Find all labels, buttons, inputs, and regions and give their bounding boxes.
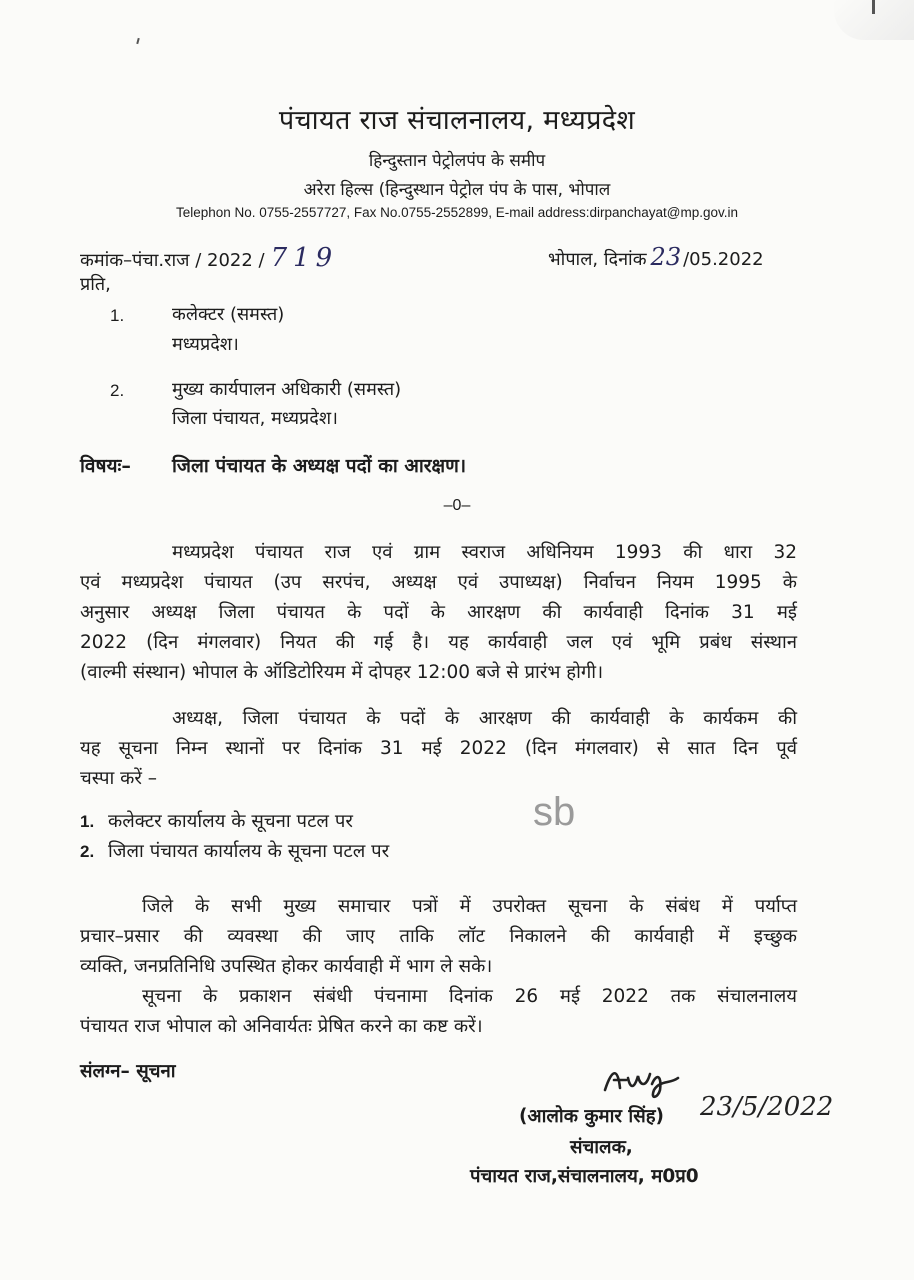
reference-number	[80, 243, 338, 273]
list-item	[80, 838, 389, 863]
letterhead-address-line2: अरेरा हिल्स (हिन्दुस्थान पेट्रोल पंप के पास, भोपाल	[303, 180, 611, 200]
addressee-number: 2.	[110, 381, 125, 400]
list-item-text: कलेक्टर कार्यालय के सूचना पटल पर	[108, 811, 353, 832]
body-paragraph-1	[80, 538, 797, 688]
watermark: sb	[533, 790, 576, 834]
list-item-number: 2.	[80, 842, 95, 861]
addressee-line: जिला पंचायत, मध्यप्रदेश।	[172, 408, 338, 429]
paragraph-line: अध्यक्ष, जिला पंचायत के पदों के आरक्षण की कार्यवाही के कार्यकम की	[172, 708, 797, 729]
letter-date	[548, 243, 764, 271]
date-suffix: /05.2022	[683, 249, 764, 270]
reference-handwritten-number: 719	[270, 243, 339, 273]
subject-text: जिला पंचायत के अध्यक्ष पदों का आरक्षण।	[172, 455, 467, 477]
paragraph-line: मध्यप्रदेश पंचायत राज एवं ग्राम स्वराज अधिनियम 1993 की धारा 32	[172, 542, 797, 563]
paragraph-line: व्यक्ति, जनप्रतिनिधि उपस्थित होकर कार्यवाही में भाग ले सके।	[80, 956, 493, 977]
paragraph-line: (वाल्मी संस्थान) भोपाल के ऑडिटोरियम में दोपहर 12:00 बजे से प्रारंभ होगी।	[80, 662, 604, 683]
body-paragraph-3	[80, 892, 797, 982]
addressee-line: मुख्य कार्यपालन अधिकारी (समस्त)	[172, 379, 402, 400]
reference-prefix: कमांक–पंचा.राज / 2022 /	[80, 250, 265, 271]
list-item-text: जिला पंचायत कार्यालय के सूचना पटल पर	[108, 841, 390, 862]
paragraph-line: सूचना के प्रकाशन संबंधी पंचनामा दिनांक 26 मई 2022 तक संचालनालय	[142, 986, 797, 1007]
paragraph-line: प्रचार–प्रसार की व्यवस्था की जाए ताकि लॉट निकालने की कार्यवाही में इच्छुक	[80, 926, 797, 947]
date-prefix: भोपाल, दिनांक	[548, 249, 647, 270]
signature-scribble	[600, 1060, 710, 1105]
paragraph-line: अनुसार अध्यक्ष जिला पंचायत के पदों के आरक्षण की कार्यवाही दिनांक 31 मई	[80, 602, 797, 623]
subject-label: विषयः–	[80, 455, 131, 477]
subject-line	[80, 452, 466, 478]
paragraph-line: जिले के सभी मुख्य समाचार पत्रों में उपरोक्त सूचना के संबंध में पर्याप्त	[142, 896, 797, 917]
body-paragraph-2	[80, 704, 797, 794]
list-item-number: 1.	[80, 812, 95, 831]
scan-mark	[872, 0, 875, 14]
addressee-number: 1.	[110, 306, 125, 325]
signatory-designation: संचालक,	[570, 1137, 633, 1158]
body-paragraph-4	[80, 982, 797, 1042]
list-item	[80, 808, 353, 833]
addressee-line: मध्यप्रदेश।	[172, 334, 239, 355]
letterhead-address-line1: हिन्दुस्तान पेट्रोलपंप के समीप	[368, 151, 546, 171]
paragraph-line: पंचायत राज भोपाल को अनिवार्यतः प्रेषित करने का कष्ट करें।	[80, 1016, 483, 1037]
paragraph-line: चस्पा करें –	[80, 768, 158, 789]
signatory-name: (आलोक कुमार सिंह)	[519, 1106, 664, 1127]
signature-handwritten-date: 23/5/2022	[700, 1092, 834, 1122]
paragraph-line: एवं मध्यप्रदेश पंचायत (उप सरपंच, अध्यक्ष एवं उपाध्यक्ष) निर्वाचन नियम 1995 के	[80, 572, 797, 593]
paragraph-line: 2022 (दिन मंगलवार) नियत की गई है। यह कार्यवाही जल एवं भूमि प्रबंध संस्थान	[80, 632, 797, 653]
separator: –0–	[443, 497, 471, 514]
salutation-prati: प्रति,	[80, 274, 111, 295]
signatory-office: पंचायत राज,संचालनालय, म0प्र0	[470, 1166, 699, 1187]
paragraph-line: यह सूचना निम्न स्थानों पर दिनांक 31 मई 2022 (दिन मंगलवार) से सात दिन पूर्व	[80, 738, 797, 759]
scan-speck	[136, 38, 139, 44]
date-handwritten-day: 23	[650, 243, 682, 271]
letterhead-contact: Telephon No. 0755-2557727, Fax No.0755-2552899, E-mail address:dirpanchayat@mp.gov.in	[175, 205, 739, 220]
enclosure-note: संलग्न– सूचना	[80, 1061, 176, 1082]
addressee-line: कलेक्टर (समस्त)	[172, 304, 285, 325]
letterhead-title: पंचायत राज संचालनालय, मध्यप्रदेश	[278, 105, 636, 136]
